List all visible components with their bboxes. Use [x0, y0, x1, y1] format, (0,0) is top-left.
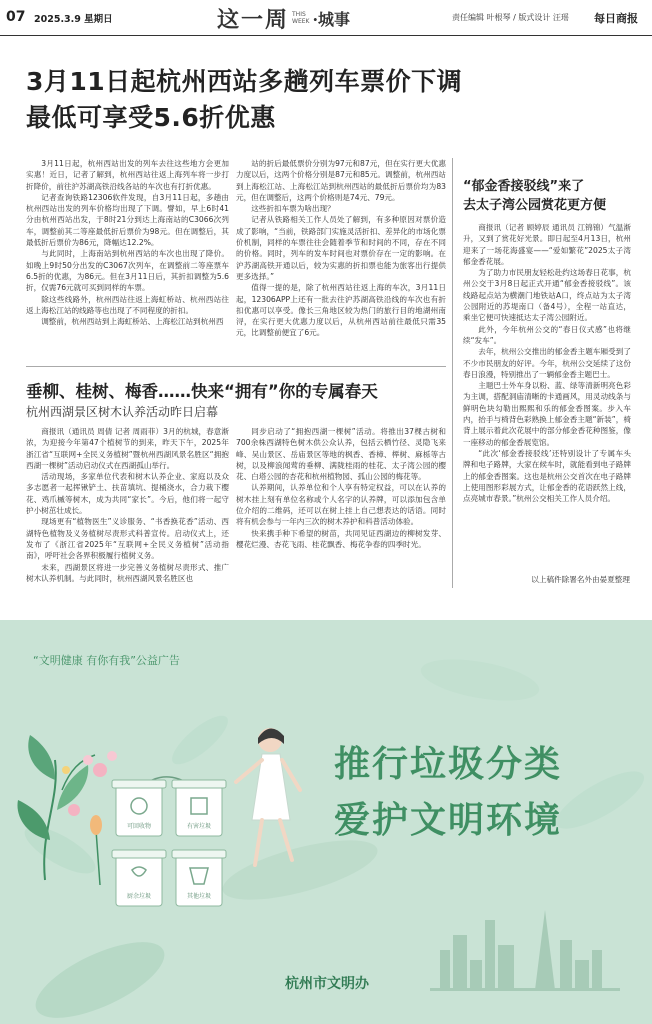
section-logo-sub: [292, 11, 309, 25]
side-article-headline-line2: 去太子湾公园赏花更方便: [463, 198, 607, 213]
ad-slogan: “文明健康 有你有我”公益广告: [33, 654, 180, 667]
column-divider: [452, 158, 453, 588]
main-headline-line1: 3月11日起杭州西站多趟列车票价下调: [26, 67, 463, 96]
main-article-paragraph: 值得一提的是，除了杭州西站往返上海的车次，3月11日起，12306APP上还有一批去往沪苏湖高铁沿线的车次也有折扣优惠可以享受。像长三角地区较为热门的旅行目的地湖州南浔，在实行更大优惠力度以后，从杭州西站前往最低只需35元，比调整前便宜了6元。: [236, 283, 446, 338]
bin-label-other: 其他垃圾: [186, 893, 212, 900]
tree-article-paragraph: 未来，西湖景区将进一步完善义务植树尽责形式、推广树木认养机制。与此同时，杭州西湖风景名胜区也: [26, 562, 229, 583]
girl-illustration: [236, 728, 300, 865]
section-divider: [26, 366, 446, 367]
section-logo-sub-this: THIS: [292, 11, 306, 18]
tree-article-headline: 垂柳、桂树、梅香……快来“拥有”你的专属春天: [26, 382, 378, 401]
side-article-paragraph: 去年，杭州公交推出的郁金香主题车厢受到了不少市民朋友的好评。今年，杭州公交延续了这份春日浪漫，特别推出了一辆郁金香主题巴士。: [463, 347, 631, 379]
main-article-paragraph: 除这些线路外，杭州西站往返上海虹桥站、杭州西站往返上海松江站的线路等也出现了不同程度的折扣。: [26, 294, 229, 315]
side-article-headline-line1: “郁金香接驳线”来了: [463, 179, 585, 194]
tree-article-paragraph: 认养期间，认养单位和个人享有特定权益，可以在认养的树木挂上刻有单位名称或个人名字的认养牌，可以添加包含单位介绍的二维码，还可以在树上挂上自己想表达的话语。同时将有机会参与一年内三次的树木养护和科普活动体验。: [236, 483, 446, 527]
ad-headline-2: 爱护文明环境: [334, 800, 563, 841]
tree-article-paragraph: 同步启动了“拥抱西湖一棵树”活动。将推出37棵古树和700余株西湖特色树木供公众认养，包括云栖竹径、灵隐飞来峰、吴山景区、岳庙景区等地的枫香、香樟、榉树、麻栎等古树，以及柳浪闻莺的垂柳、满陇桂雨的桂花、太子湾公园的樱花、白塔公园的杏花和杭州植物园、孤山公园的梅花等。: [236, 427, 446, 482]
main-article-paragraph: 记者查询铁路12306软件发现，自3月11日起，多趟由杭州西站出发的列车价格均出现了下调。譬如，早上6时41分由杭州西站出发，于8时21分到达上海南站的C3066次列车，调整前其二等座最低折后票价为98元。但在调整后，其最低折后票价为86元，降幅达12.2%。: [26, 192, 229, 248]
city-skyline-icon: [430, 910, 620, 991]
side-article-paragraph: 此外，今年杭州公交的“春日仪式感”也将继续“发车”。: [463, 324, 631, 345]
tree-article-paragraph: 活动现场，多家单位代表和树木认养企业、家庭以及众多志愿者一起挥锹铲土、扶苗填坑、提桶浇水，合力栽下樱花、鸡爪槭等树木，成为共同“家长”。今后，他们将一起守护小树茁壮成长。: [26, 472, 229, 516]
side-article-paragraph: 主题巴士外车身以粉、蓝、绿等清新明亮色彩为主调，搭配洞庙清晰的卡通画风，用灵动线条与鲜明色块勾勒出熙熙和乐的郁金香图案。步入车内，抬手与椅背色彩熟换上郁金香主题“新装”，椅背上展示着此次花展中的部分郁金香花种图鉴，像一座移动的郁金香展览馆。: [463, 381, 631, 447]
tree-article-paragraph: 现场更有“植物医生”义诊服务、“书香换花香”活动、西湖特色植物及义务植树尽责形式科普宣传。启动仪式上，还发布了《浙江省2025年“互联网+全民义务植树”活动指南》，呼吁社会各界积极履行植树义务。: [26, 517, 229, 561]
main-article-paragraph: 这些折扣车票为啥出现？: [251, 204, 335, 214]
page-number: 07: [6, 9, 26, 25]
tree-article-paragraph: 快来携手种下希望的树苗，共同见证西湖边的柳树发芽、樱花烂漫、杏花飞雨、桂花飘香、梅花争春的四季时光。: [236, 528, 446, 549]
bin-label-hazardous: 有害垃圾: [186, 823, 212, 830]
side-article-body: [463, 222, 631, 568]
main-article-column-1: [26, 158, 229, 362]
ad-headline-1: 推行垃圾分类: [334, 744, 563, 785]
section-logo-sub-week: WEEK: [292, 18, 310, 25]
main-headline-line2: 最低可享受5.6折优惠: [26, 103, 276, 132]
section-logo: [217, 4, 350, 32]
main-article-column-2: [236, 158, 446, 362]
bin-label-kitchen: 厨余垃圾: [126, 893, 152, 900]
side-article-paragraph: 为了助力市民朋友轻松赴约这场春日花事，杭州公交于3月8日起正式开通“郁金香接驳线”。该线路起点站为横潮门地铁站A口，终点站为太子湾公园附近的苏堤南口（备4号），全程一站直达，乘坐它便可快速抵达太子湾公园附近。: [463, 268, 631, 323]
issue-date: 2025.3.9 星期日: [34, 14, 113, 25]
tree-article-column-2: [236, 426, 446, 586]
bin-label-recyclable: 可回收物: [126, 823, 152, 830]
main-article-paragraph: 记者从铁路相关工作人员处了解到，有多种原因对票价造成了影响，“当前，铁路部门实施灵活折扣、差异化的市场化票价机制，同样的车票往往会随着季节和时间的不同，存在不同的价格。同时，列车的发车时间也对票价存在一定的影响。在沪苏湖高铁开通以后，较为实惠的折扣票也能为旅客出行提供更多选择。”: [236, 215, 446, 281]
main-article-paragraph: 3月11日起，杭州西站出发的列车去往这些地方会更加实惠！近日，记者了解到，杭州西站往返上海列车将一步打折降价，前往沪苏湖高铁沿线各站的车次也有打折优惠。: [26, 159, 229, 191]
public-service-ad: [0, 620, 652, 1024]
side-article-note: 以上稿件除署名外由晏夏整理: [531, 575, 630, 584]
ad-sponsor: 杭州市文明办: [285, 976, 369, 992]
main-article-paragraph: 站的折后最低票价分别为97元和87元，但在实行更大优惠力度以后，这两个价格分别是87元和85元。调整前，杭州西站到上海松江站、上海松江站到杭州西站的最低折后票价均为83元，但在调整后，这两个价格则是74元、79元。: [236, 159, 446, 202]
tree-article-column-1: [26, 426, 229, 586]
page-header: [0, 0, 652, 36]
tree-article-deck: 杭州西湖景区树木认养活动昨日启幕: [26, 405, 219, 419]
side-article-paragraph: 商报讯（记者 顾婷辰 通讯员 江锦锦）气温渐升，又到了赏花好光景。即日起至4月13日，杭州迎来了一场花海盛宴——“爱如繁花”2025太子湾郁金香花展。: [463, 223, 631, 266]
tree-article-paragraph: 商报讯（通讯员 周倩 记者 周雨菲）3月的杭城，春意渐浓，为迎接今年第47个植树节的到来，昨天下午，2025年浙江省“互联网+全民义务植树”暨杭州西湖风景名胜区“拥抱西湖一棵树”活动启动仪式在西湖孤山举行。: [26, 427, 229, 470]
main-article-paragraph: 调整前，杭州西站到上海虹桥站、上海松江站到杭州西: [41, 317, 224, 327]
section-name: ·城事: [312, 9, 351, 29]
section-logo-main: 这一周: [217, 6, 290, 33]
editor-credits: 责任编辑 叶根琴 / 版式设计 汪瑶: [452, 13, 569, 22]
main-article-paragraph: 与此同时，上海南站到杭州西站的车次也出现了降价。如晚上9时50分出发的C3067次列车，在调整前二等座票车6.5折的优惠，为86元。但在3月11日后，其折扣调整为5.6折，仅需76元就可买到同样的车票。: [26, 249, 229, 293]
side-article-paragraph: “此次‘郁金香接驳线’还特别设计了专属车头牌和电子路牌，大家在候车时，就能看到电子路牌上的郁金香图案。这也是杭州公交首次在电子路牌上使用图形彩展方式，让郁金香的花语跃然上线，点亮城市春景。”杭州公交相关工作人员介绍。: [463, 448, 631, 504]
newspaper-name: 每日商报: [594, 12, 638, 25]
